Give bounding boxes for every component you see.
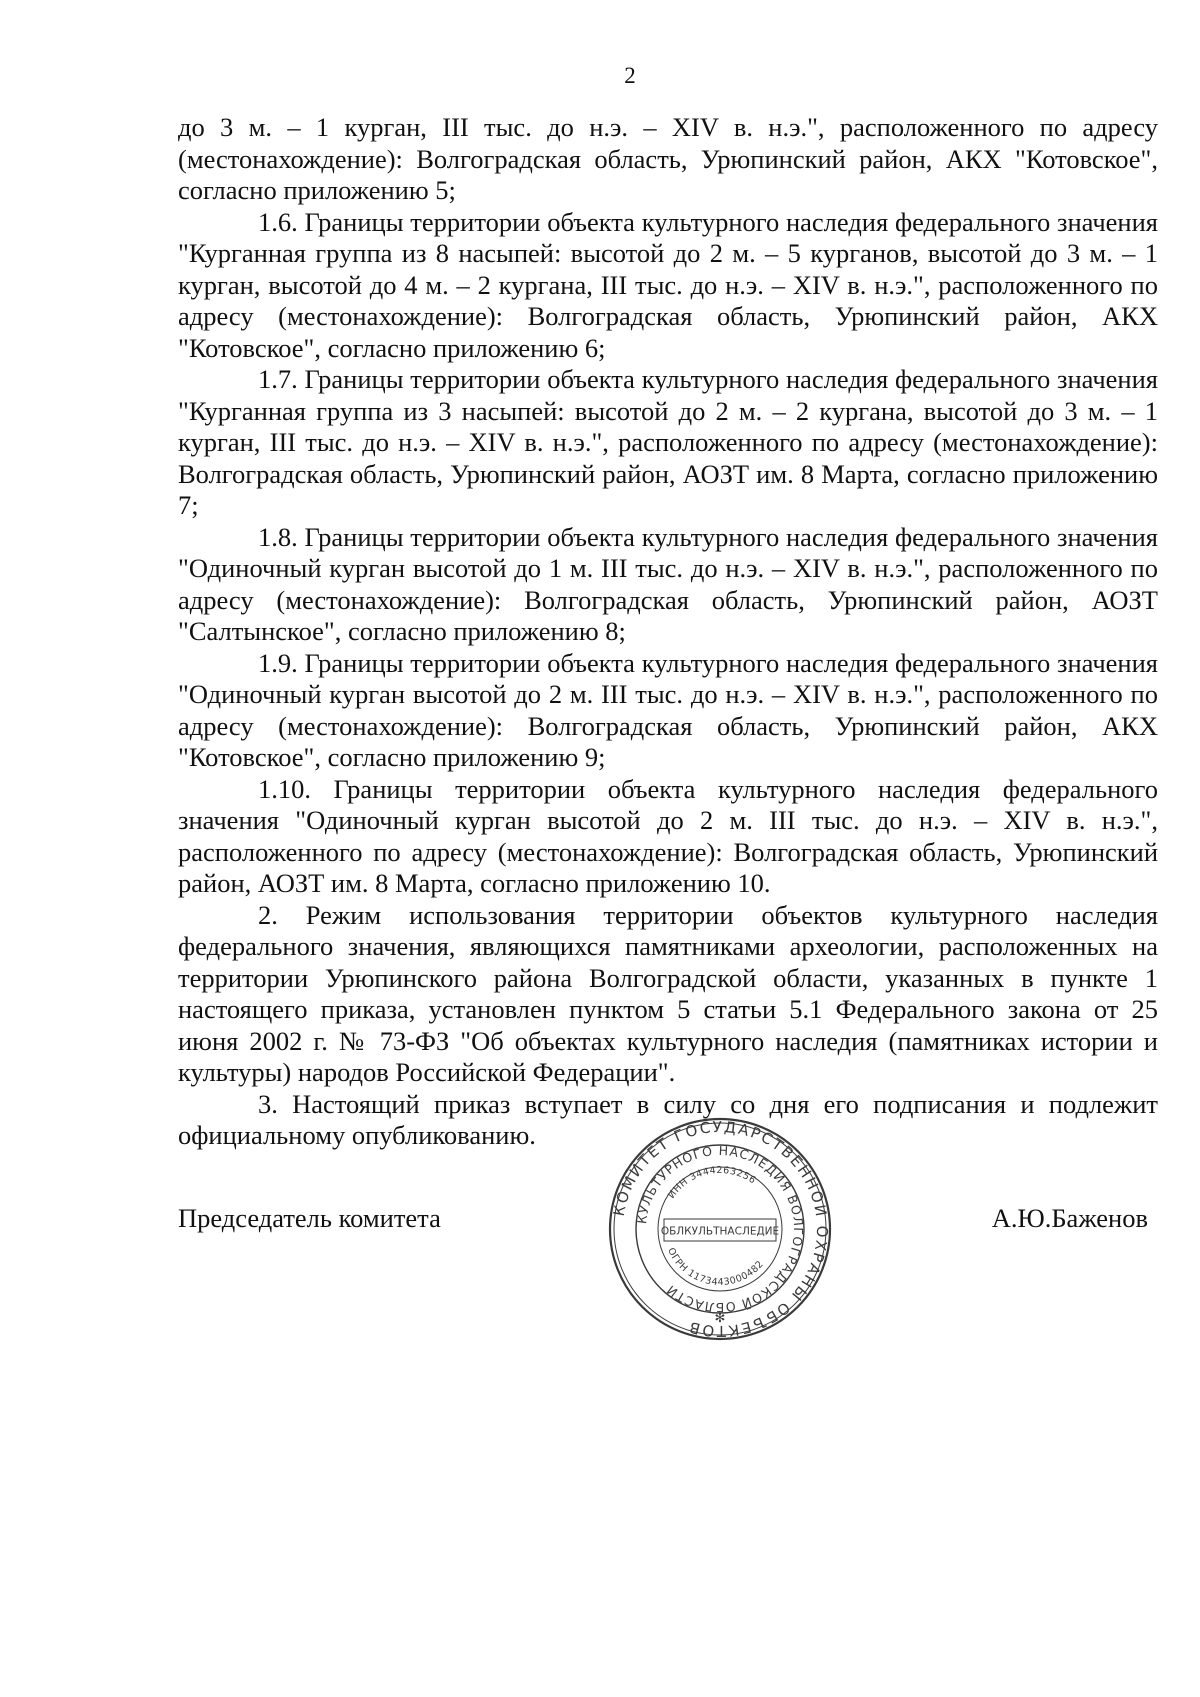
- signature-block: [0, 1202, 1200, 1242]
- document-body: [178, 112, 1158, 1152]
- signatory-name: А.Ю.Баженов: [991, 1203, 1148, 1233]
- paragraph-1-10: 1.10. Границы территории объекта культурного наследия федерального значения "Одиночный курган высотой до 2 м. III тыс. до н.э. – XIV в. н.э.", расположенного по адресу (местонахождение): Волгоградская область, Урюпинский район, АОЗТ им. 8 Марта, согласно приложению 10.: [178, 773, 1158, 898]
- signatory-title: Председатель комитета: [178, 1203, 441, 1233]
- seal-ogrn-text: ОГРН 1173443000482: [665, 1246, 767, 1289]
- seal-inner-text: КУЛЬТУРНОГО НАСЛЕДИЯ ВОЛГОГРАДСКОЙ ОБЛАСТИ: [634, 1142, 807, 1316]
- official-seal: [606, 1115, 834, 1343]
- seal-graphic: [606, 1115, 834, 1343]
- paragraph-1-7: 1.7. Границы территории объекта культурного наследия федерального значения "Курганная группа из 3 насыпей: высотой до 2 м. – 2 кургана, высотой до 3 м. – 1 курган, III тыс. до н.э. – XIV в. н.э.", расположенного по адресу (местонахождение): Волгоградская область, Урюпинский район, АОЗТ им. 8 Марта, согласно приложению 7;: [178, 364, 1158, 520]
- paragraph-2: 2. Режим использования территории объектов культурного наследия федерального значения, являющихся памятниками археологии, расположенных на территории Урюпинского района Волгоградской области, указанных в пункте 1 настоящего приказа, установлен пунктом 5 статьи 5.1 Федерального закона от 25 июня 2002 г. № 73-ФЗ "Об объектах культурного наследия (памятниках истории и культуры) народов Российской Федерации".: [178, 899, 1158, 1087]
- seal-inn-text: ИНН 3444263256: [666, 1164, 758, 1201]
- paragraph-1-8: 1.8. Границы территории объекта культурного наследия федерального значения "Одиночный курган высотой до 1 м. III тыс. до н.э. – XIV в. н.э.", расположенного по адресу (местонахождение): Волгоградская область, Урюпинский район, АОЗТ "Салтынское", согласно приложению 8;: [178, 521, 1158, 646]
- paragraph-3: 3. Настоящий приказ вступает в силу со дня его подписания и подлежит официальному опубликованию.: [178, 1088, 1158, 1150]
- seal-center-text: ОБЛКУЛЬТНАСЛЕДИЕ: [660, 1225, 780, 1238]
- paragraph-continuation: до 3 м. – 1 курган, III тыс. до н.э. – XIV в. н.э.", расположенного по адресу (местонахождение): Волгоградская область, Урюпинский район, АКХ "Котовское", согласно приложению 5;: [178, 112, 1158, 205]
- svg-text:ОГРН 1173443000482: [665, 1246, 766, 1288]
- asterisk-icon: ✻: [714, 1311, 726, 1326]
- paragraph-1-6: 1.6. Границы территории объекта культурного наследия федерального значения "Курганная группа из 8 насыпей: высотой до 2 м. – 5 курганов, высотой до 3 м. – 1 курган, высотой до 4 м. – 2 кургана, III тыс. до н.э. – XIV в. н.э.", расположенного по адресу (местонахождение): Волгоградская область, Урюпинский район, АКХ "Котовское", согласно приложению 6;: [178, 206, 1158, 363]
- seal-outer-text: КОМИТЕТ ГОСУДАРСТВЕННОЙ ОХРАНЫ ОБЪЕКТОВ: [609, 1117, 832, 1341]
- paragraph-1-9: 1.9. Границы территории объекта культурного наследия федерального значения "Одиночный курган высотой до 2 м. III тыс. до н.э. – XIV в. н.э.", расположенного по адресу (местонахождение): Волгоградская область, Урюпинский район, АКХ "Котовское", согласно приложению 9;: [178, 647, 1158, 772]
- page-number: 2: [624, 63, 636, 88]
